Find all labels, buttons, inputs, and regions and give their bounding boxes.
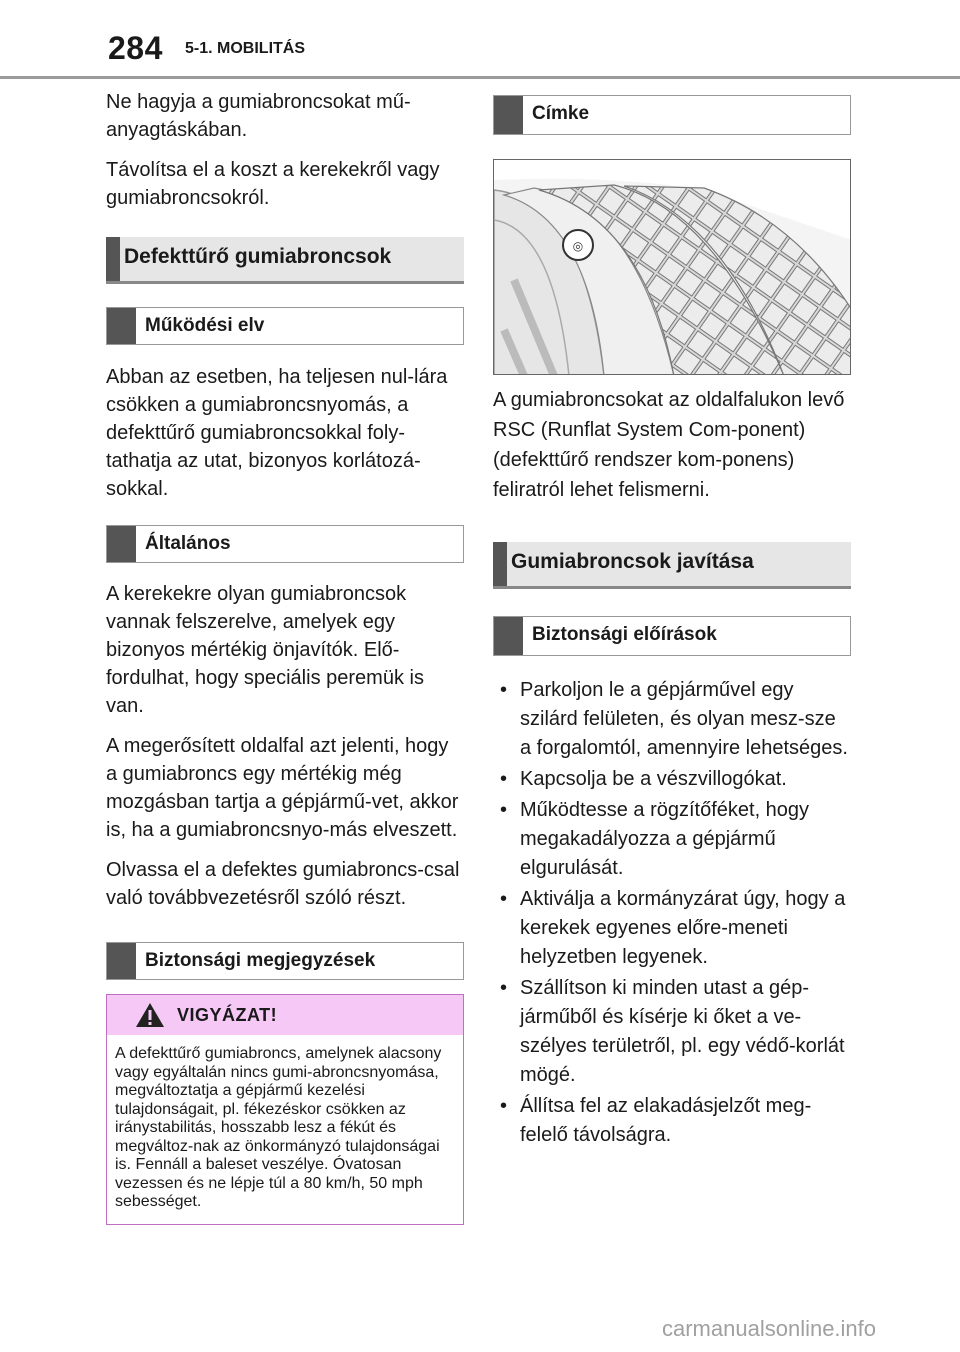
paragraph: Abban az esetben, ha teljesen nul-lára csökken a gumiabroncsnyomás, a defekttűrő gumiabroncsokkal foly-tathatja az utat, bizonyos korlátozá-sokkal. <box>106 366 448 500</box>
heading-text: Gumiabroncsok javítása <box>511 550 754 573</box>
svg-text:◎: ◎ <box>572 239 584 253</box>
list-item: • Kapcsolja be a vészvillogókat. <box>493 765 851 794</box>
header-divider <box>0 76 960 79</box>
page-header <box>0 0 960 80</box>
heading-general <box>106 525 464 563</box>
heading-operating-principle <box>106 307 464 345</box>
heading-text: Defekttűrő gumiabroncsok <box>124 245 392 268</box>
list-item: • Parkoljon le a gépjárművel egy szilárd felületen, és olyan mesz-sze a forgalomtól, amennyire lehetséges. <box>493 676 851 763</box>
page-number: 284 <box>108 30 163 66</box>
list-item: • Szállítson ki minden utast a gép-járműből és kísérje ki őket a ve-szélyes területről, pl. egy védő-korlát mögé. <box>493 974 851 1090</box>
heading-text: Címke <box>532 103 590 124</box>
heading-text: Működési elv <box>145 315 265 336</box>
heading-text: Általános <box>145 533 231 554</box>
warning-text: A defekttűrő gumiabroncs, amelynek alacsony vagy egyáltalán nincs gumi-abroncsnyomása, megváltoztatja a gépjármű kezelési tulajdonságait, pl. fékezéskor csökken az iránystabilitás, hosszabb lesz a fékút és megváltoz-nak az önkormányzó tulajdonságai is. Fennáll a baleset veszélye. Óvatosan vezessen és ne lépje túl a 80 km/h, 50 mph sebességet. <box>115 1045 442 1210</box>
left-column <box>106 88 464 1225</box>
heading-bar <box>106 237 120 281</box>
heading-safety-rules <box>493 616 851 656</box>
right-column <box>493 95 851 1152</box>
list-item: • Működtesse a rögzítőféket, hogy megakadályozza a gépjármű elgurulását. <box>493 796 851 883</box>
heading-tyre-repair <box>493 542 851 589</box>
list-item: • Állítsa fel az elakadásjelzőt meg-felelő távolságra. <box>493 1092 851 1150</box>
heading-text: Biztonsági előírások <box>532 624 717 645</box>
paragraph: Ne hagyja a gumiabroncsokat mű-anyagtáskában. <box>106 91 411 141</box>
warning-box <box>106 994 464 1225</box>
heading-bar <box>107 308 136 344</box>
safety-rules-list <box>493 676 851 1150</box>
heading-label <box>493 95 851 135</box>
paragraph: A gumiabroncsokat az oldalfalukon levő RSC (Runflat System Com-ponent) (defekttűrő rendszer kom-ponens) feliratról lehet felismerni. <box>493 389 845 501</box>
heading-bar <box>107 943 136 979</box>
heading-bar <box>493 542 507 586</box>
paragraph: A kerekekre olyan gumiabroncsok vannak felszerelve, amelyek egy bizonyos mértékig önjavítók. Elő-fordulhat, hogy speciális peremük is van. <box>106 583 424 717</box>
watermark: carmanualsonline.info <box>662 1316 877 1341</box>
warning-triangle-icon <box>135 1001 165 1034</box>
paragraph: A megerősített oldalfal azt jelenti, hogy a gumiabroncs egy mértékig még mozgásban tartja a gépjármű-vet, akkor is, ha a gumiabroncsnyo-más elveszett. <box>106 735 459 841</box>
list-item: • Aktiválja a kormányzárat úgy, hogy a kerekek egyenes előre-meneti helyzetben legyenek. <box>493 885 851 972</box>
heading-bar <box>494 96 523 134</box>
heading-runflat-tyres <box>106 237 464 284</box>
section-title: 5-1. MOBILITÁS <box>185 40 306 57</box>
warning-title: VIGYÁZAT! <box>177 1005 278 1025</box>
heading-text: Biztonsági megjegyzések <box>145 950 376 971</box>
warning-header <box>107 995 463 1035</box>
paragraph: Olvassa el a defektes gumiabroncs-csal való továbbvezetésről szóló részt. <box>106 859 460 909</box>
tyre-sidewall-illustration <box>493 159 851 375</box>
heading-bar <box>107 526 136 562</box>
heading-safety-notes <box>106 942 464 980</box>
paragraph: Távolítsa el a koszt a kerekekről vagy gumiabroncsokról. <box>106 159 440 209</box>
heading-bar <box>494 617 523 655</box>
